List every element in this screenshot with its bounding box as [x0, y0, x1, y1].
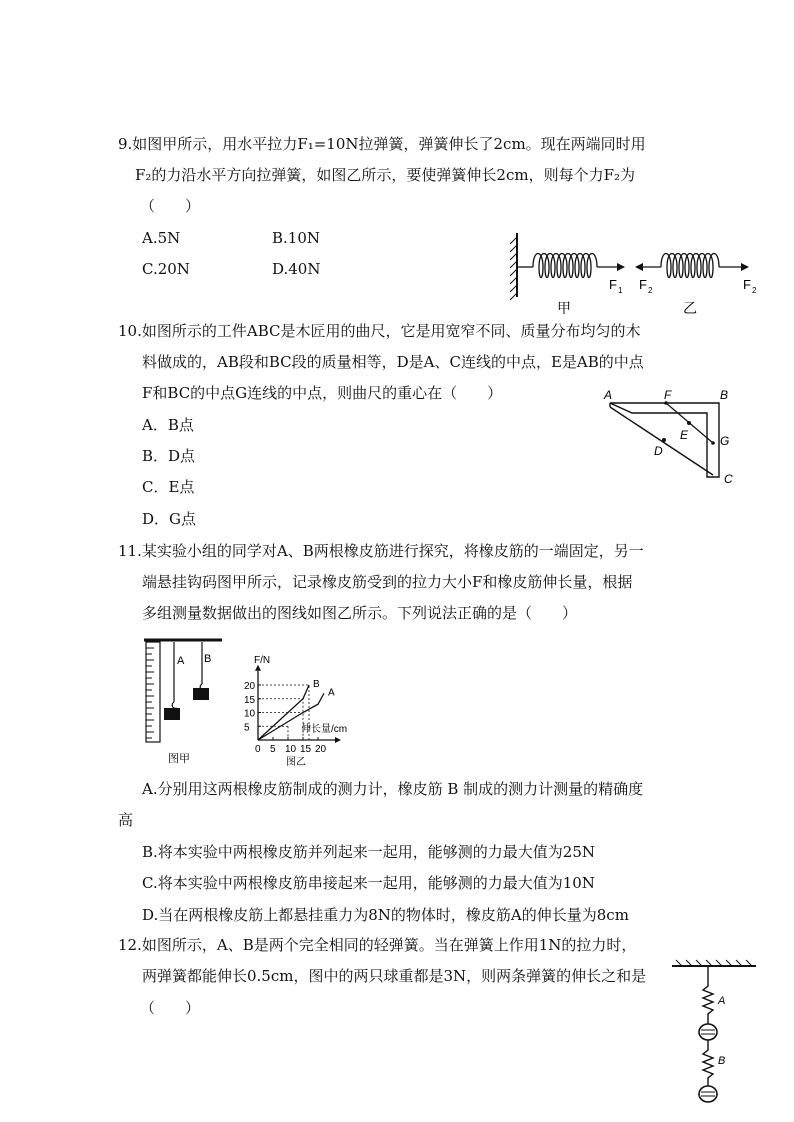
- point-a-label: A: [604, 388, 613, 402]
- q11-chart: [228, 640, 418, 768]
- chart-series-label: A: [328, 687, 335, 699]
- q9-answer-paren: （ ）: [140, 197, 201, 215]
- chart-title: 图乙: [286, 757, 306, 768]
- chart-y-axis-label: F/N: [254, 654, 271, 666]
- spring-b-label: B: [718, 1055, 726, 1067]
- q10-stem-line1: 10.如图所示的工件ABC是木匠用的曲尺，它是用宽窄不同、质量分布均匀的木: [118, 322, 641, 340]
- chart-y-tick-label: 20: [244, 681, 256, 692]
- label-yi: 乙: [683, 300, 697, 316]
- label-jia: 甲: [557, 300, 571, 316]
- arrow-f1-icon: [617, 263, 625, 271]
- q11-stem-line2: 端悬挂钩码图甲所示，记录橡皮筋受到的拉力大小F和橡皮筋伸长量，根据: [142, 573, 633, 591]
- ball-lower: [699, 1086, 717, 1102]
- chart-series-label: B: [313, 679, 320, 690]
- band-b-label: B: [204, 653, 212, 665]
- q9-spring-figure: [505, 225, 765, 320]
- chart-x-tick-label: 15: [300, 744, 312, 755]
- q9-option-a: A.5N: [142, 229, 181, 247]
- arrow-f2-right-icon: [741, 263, 749, 271]
- q11-option-b: B.将本实验中两根橡皮筋并列起来一起用，能够测的力最大值为25N: [142, 843, 596, 861]
- label-f1-sub: 1: [618, 286, 623, 295]
- q10-stem-line2: 料做成的，AB段和BC段的质量相等，D是A、C连线的中点，E是AB的中点: [142, 353, 644, 371]
- q12-stem-line2: 两弹簧都能伸长0.5cm，图中的两只球重都是3N，则两条弹簧的伸长之和是: [142, 967, 647, 985]
- label-f1: F: [609, 277, 617, 292]
- q10-option-b: B．D点: [142, 447, 196, 465]
- label-f2-right: F: [743, 277, 751, 292]
- point-g-label: G: [720, 434, 730, 448]
- figure-jia-caption: 图甲: [168, 753, 190, 765]
- spring-b: [703, 1040, 713, 1086]
- spring-yi: [643, 254, 741, 278]
- q11-option-d: D.当在两根橡皮筋上都悬挂重力为8N的物体时，橡皮筋A的伸长量为8cm: [142, 906, 629, 924]
- q9-option-d: D.40N: [272, 260, 321, 278]
- q10-carpenter-square-figure: [600, 385, 750, 495]
- label-f2-right-sub: 2: [752, 286, 757, 295]
- q12-spring-ball-figure: [670, 960, 760, 1116]
- chart-x-tick-label: 0: [255, 744, 261, 755]
- arrow-f2-left-icon: [635, 263, 643, 271]
- q9-stem-line2: F₂的力沿水平方向拉弹簧，如图乙所示，要使弹簧伸长2cm，则每个力F₂为: [135, 166, 636, 184]
- chart-x-arrow-icon: [335, 737, 341, 743]
- point-b-label: B: [720, 388, 729, 402]
- label-f2-left: F: [639, 277, 647, 292]
- q11-option-a-line2: 高: [118, 811, 134, 829]
- q11-option-c: C.将本实验中两根橡皮筋串接起来一起用，能够测的力最大值为10N: [142, 874, 595, 892]
- q10-option-a: A．B点: [142, 416, 194, 434]
- chart-y-tick-label: 10: [244, 708, 256, 720]
- chart-x-tick-label: 10: [285, 744, 297, 755]
- q11-stem-line3: 多组测量数据做出的图线如图乙所示。下列说法正确的是（ ）: [142, 604, 578, 622]
- q10-option-d: D．G点: [142, 510, 197, 528]
- ball-upper: [699, 1024, 717, 1040]
- chart-x-axis-label: 伸长量/cm: [301, 724, 348, 735]
- point-e-label: E: [680, 428, 689, 442]
- chart-y-tick-label: 15: [244, 694, 256, 706]
- chart-x-tick-label: 5: [270, 744, 276, 755]
- band-a-label: A: [177, 655, 185, 667]
- chart-x-tick-label: 20: [315, 744, 327, 755]
- q12-stem-line1: 12.如图所示，A、B是两个完全相同的轻弹簧。当在弹簧上作用1N的拉力时，: [118, 936, 637, 954]
- q12-answer-paren: （ ）: [140, 999, 201, 1017]
- q11-figure-jia: [142, 636, 227, 766]
- point-c-label: C: [724, 472, 733, 486]
- q10-option-c: C．E点: [142, 478, 195, 496]
- q9-stem-line1: 9.如图甲所示，用水平拉力F₁=10N拉弹簧，弹簧伸长了2cm。现在两端同时用: [118, 135, 646, 153]
- q10-stem-line3: F和BC的中点G连线的中点，则曲尺的重心在（ ）: [142, 384, 503, 402]
- point-d-label: D: [654, 444, 663, 458]
- spring-a: [703, 966, 713, 1024]
- q11-stem-line1: 11.某实验小组的同学对A、B两根橡皮筋进行探究，将橡皮筋的一端固定，另一: [118, 542, 644, 560]
- q11-option-a-line1: A.分别用这两根橡皮筋制成的测力计，橡皮筋 B 制成的测力计测量的精确度: [142, 780, 644, 798]
- label-f2-left-sub: 2: [648, 286, 653, 295]
- q9-option-b: B.10N: [272, 229, 321, 247]
- q9-option-c: C.20N: [142, 260, 190, 278]
- point-f-label: F: [664, 388, 672, 402]
- spring-a-label: A: [718, 995, 726, 1007]
- chart-y-tick-label: 5: [244, 722, 250, 734]
- spring-jia: [517, 254, 617, 278]
